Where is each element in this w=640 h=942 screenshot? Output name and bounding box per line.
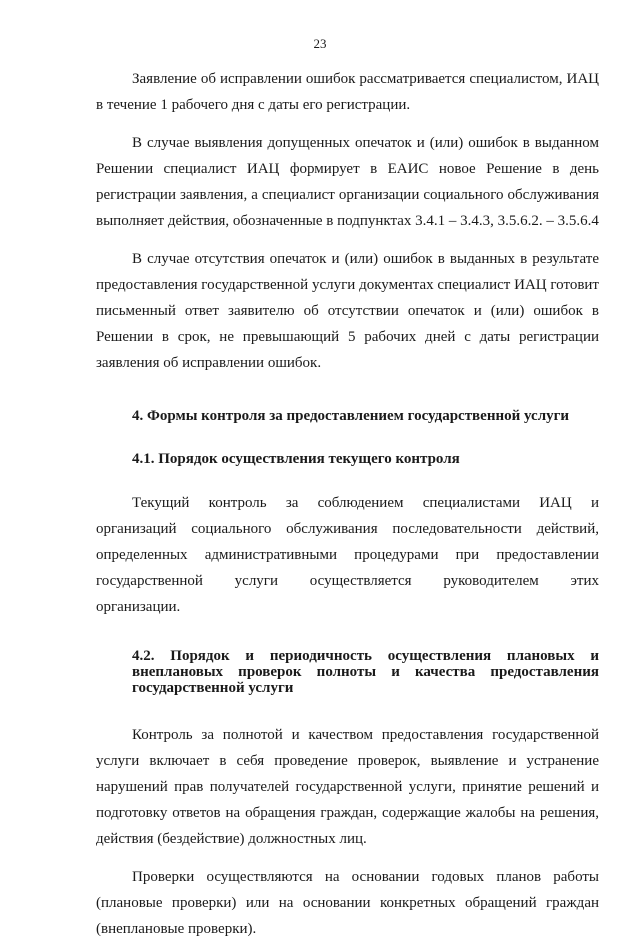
- section-4-1-heading: 4.1. Порядок осуществления текущего контроля: [132, 451, 460, 467]
- paragraph-inspections: Проверки осуществляются на основании годовых планов работы (плановые проверки) или на основании конкретных обращений граждан (внеплановые проверки).: [96, 869, 599, 937]
- paragraph-errors-found: В случае выявления допущенных опечаток и (или) ошибок в выданном Решении специалист ИАЦ формирует в ЕАИС новое Решение в день регистрации заявления, а специалист организации социального обслуживания выполняет действия, обозначенные в подпунктах 3.4.1 – 3.4.3, 3.5.6.2. – 3.5.6.4: [96, 135, 599, 229]
- section-4-heading: 4. Формы контроля за предоставлением государственной услуги: [132, 408, 570, 424]
- document-body: [96, 66, 599, 942]
- paragraph-current-control: Текущий контроль за соблюдением специалистами ИАЦ и организаций социального обслуживания последовательности действий, определенных административными процедурами при предоставлении государственной услуги осуществляется руководителем этих организации.: [96, 495, 599, 615]
- section-4-2-heading: 4.2. Порядок и периодичность осуществления плановых и внеплановых проверок полноты и качества предоставления государственной услуги: [132, 648, 599, 696]
- paragraph-no-errors: В случае отсутствия опечаток и (или) ошибок в выданных в результате предоставления государственной услуги документах специалист ИАЦ готовит письменный ответ заявителю об отсутствии опечаток и (или) ошибок в Решении в срок, не превышающий 5 рабочих дней с даты регистрации заявления об исправлении ошибок.: [96, 251, 599, 371]
- page-number: 23: [313, 36, 327, 51]
- paragraph-quality-control: Контроль за полнотой и качеством предоставления государственной услуги включает в себя проведение проверок, выявление и устранение нарушений прав получателей государственной услуги, принятие решений и подготовку ответов на обращения граждан, содержащие жалобы на решения, действия (бездействие) должностных лиц.: [96, 727, 599, 847]
- paragraph-error-review: Заявление об исправлении ошибок рассматривается специалистом, ИАЦ в течение 1 рабочего дня с даты его регистрации.: [96, 71, 599, 113]
